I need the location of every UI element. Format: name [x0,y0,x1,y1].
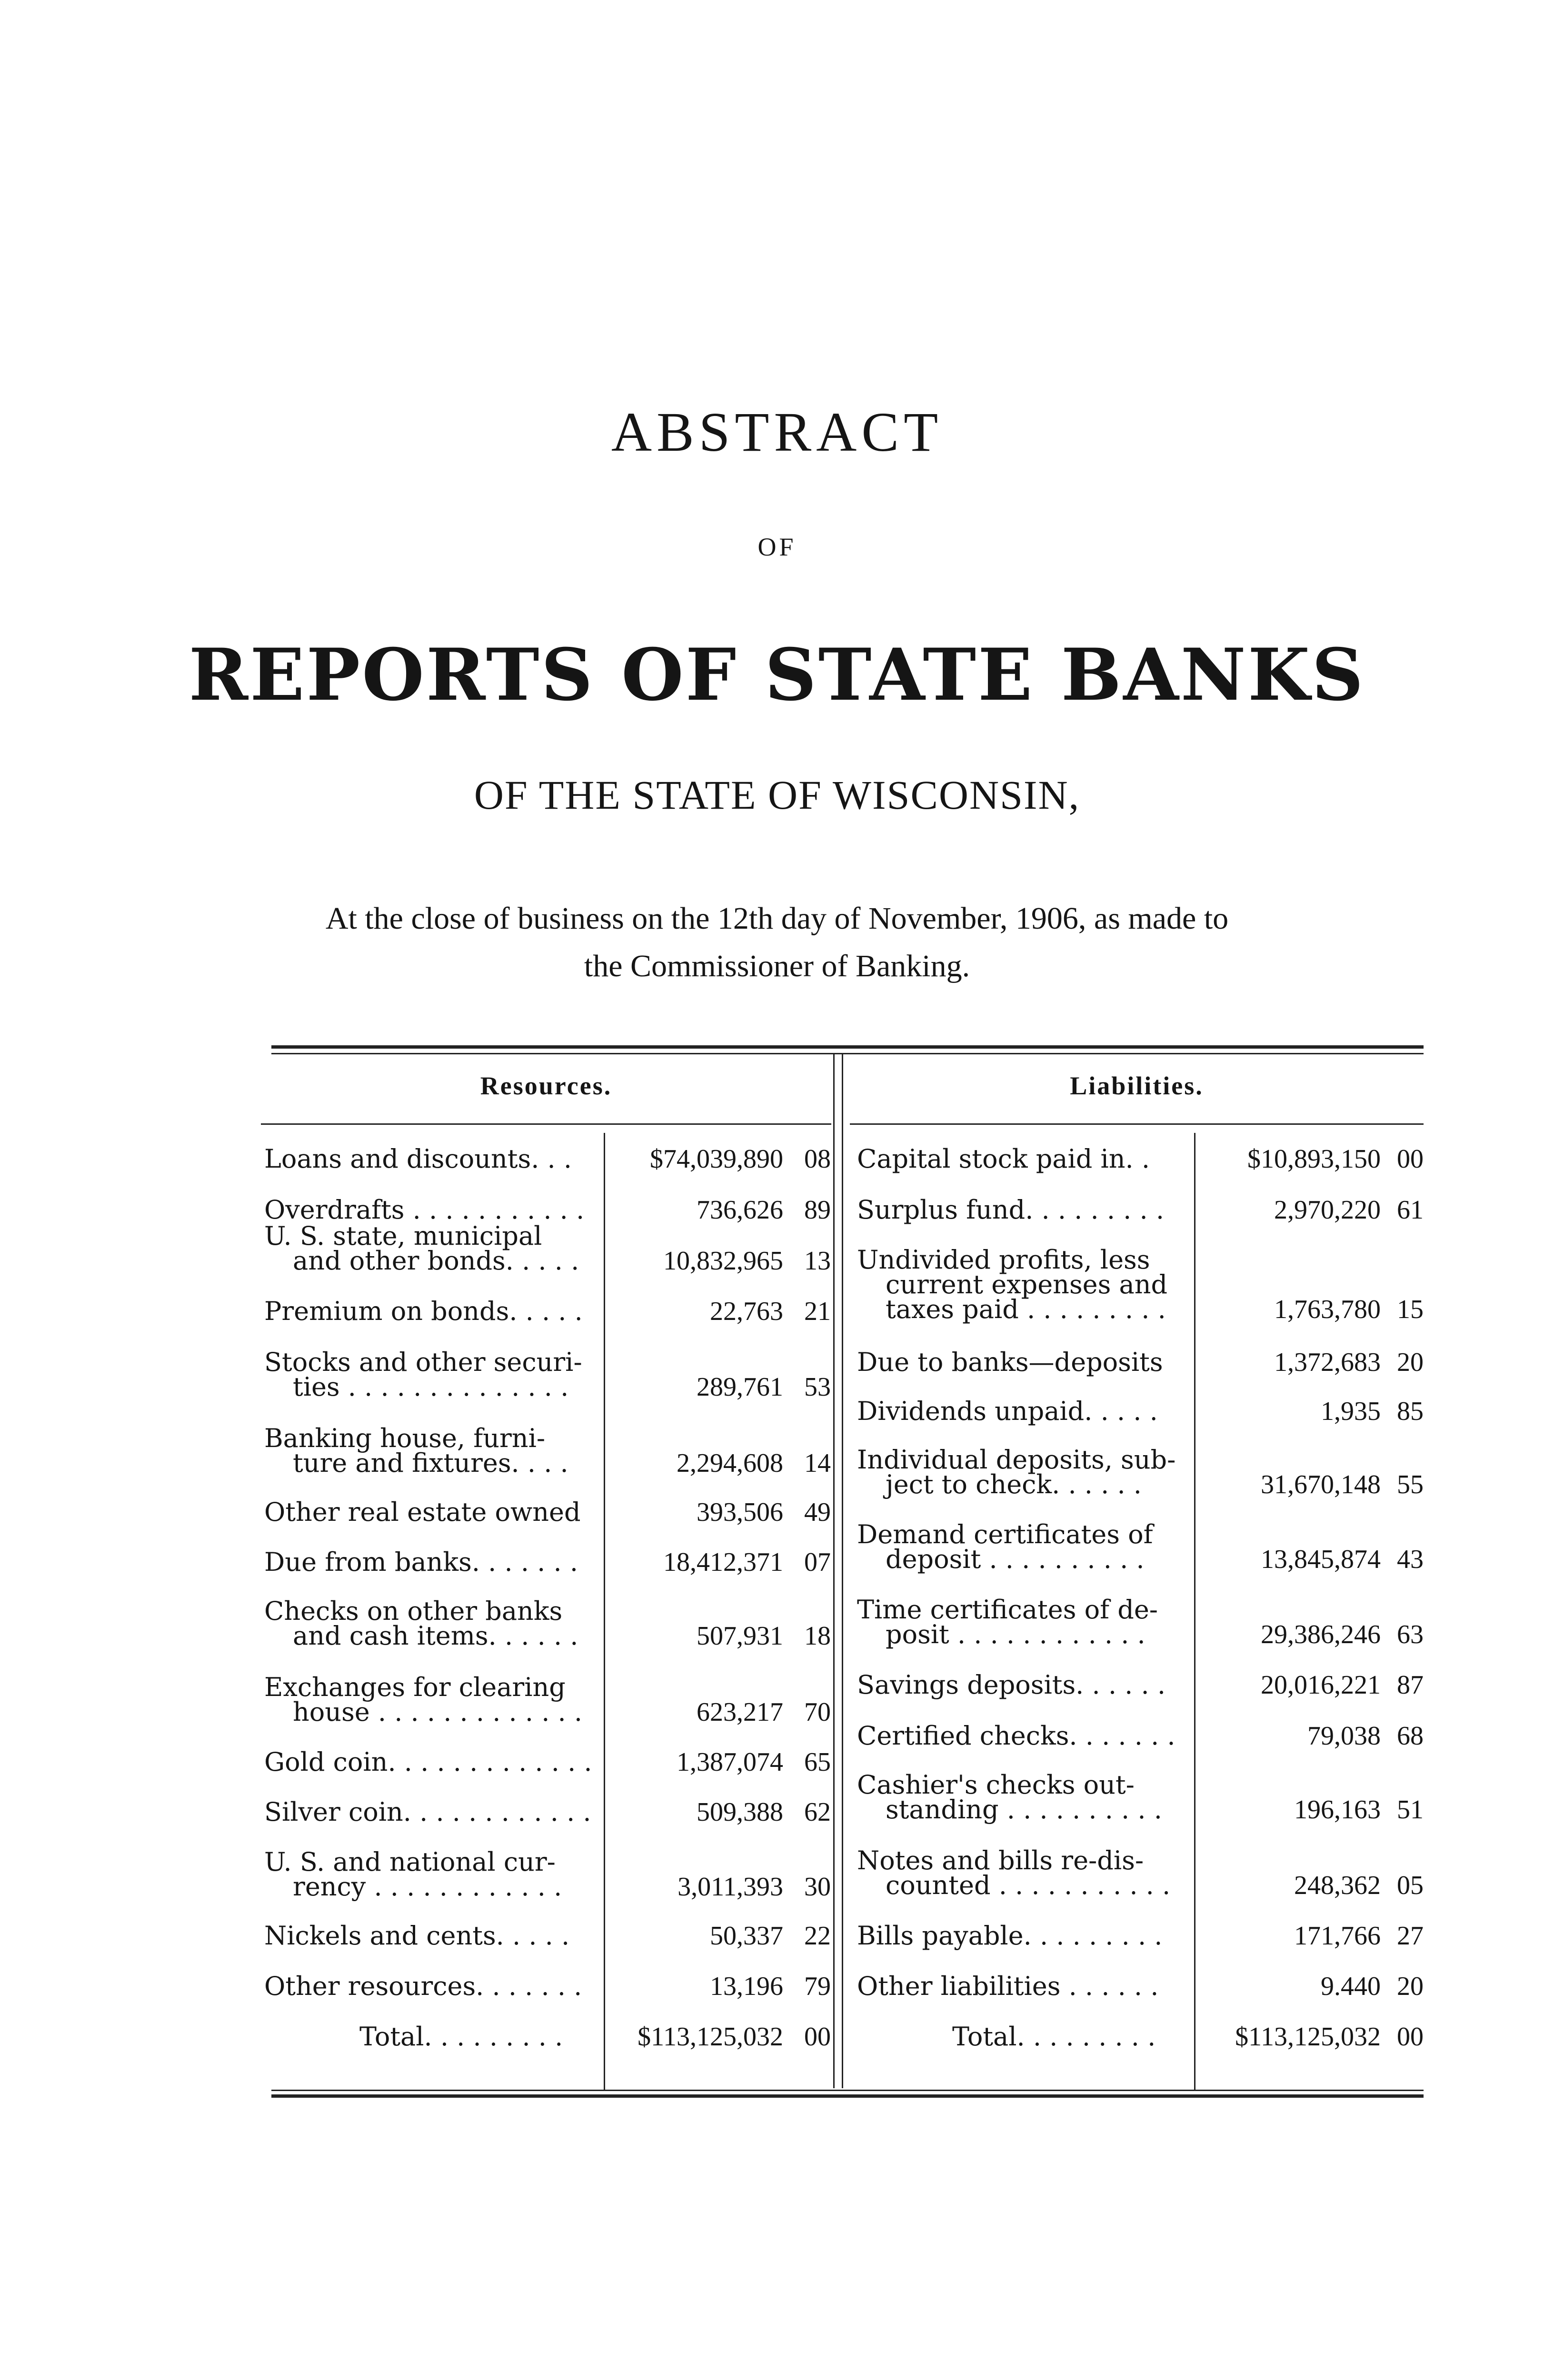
table-row-label: Time certificates of de- [857,1595,1158,1625]
table-row-label: ture and fixtures. . . . [293,1448,568,1478]
table-row-label: Exchanges for clearing [264,1672,566,1702]
table-row-label: Demand certificates of [857,1519,1153,1549]
table-row-label: ties . . . . . . . . . . . . . . [293,1372,569,1402]
table-row-label: Loans and discounts. . . [264,1144,572,1174]
liabilities-value-divider [1194,1133,1195,2090]
table-row-label: Certified checks. . . . . . . [857,1721,1175,1751]
table-row-label: Premium on bonds. . . . . [264,1296,583,1326]
table-row-label: posit . . . . . . . . . . . . [886,1619,1146,1649]
resources-value-divider [604,1133,605,2090]
table-row-dollars: 171,766 [1294,1921,1381,1951]
total-dollars: $113,125,032 [1235,2022,1381,2052]
table-row-dollars: 2,294,608 [677,1448,783,1478]
table-row-dollars: 1,763,780 [1274,1295,1381,1324]
title-of: OF [757,533,797,561]
table-row-dollars: 50,337 [710,1921,783,1951]
table-row-label: and other bonds. . . . . [293,1246,579,1276]
table-row-label: current expenses and [886,1269,1168,1299]
table-row-label: Stocks and other securi- [264,1347,582,1377]
table-row-dollars: 13,845,874 [1261,1545,1381,1574]
table-row-label: Individual deposits, sub- [857,1445,1176,1475]
table-row-dollars: 10,832,965 [663,1246,783,1276]
table-row-dollars: 736,626 [697,1195,783,1225]
table-row-label: Due to banks—deposits [857,1347,1163,1377]
table-row-cents: 70 [804,1697,831,1727]
table-row-dollars: 1,387,074 [677,1747,783,1777]
top-rule-thin [271,1053,1424,1054]
table-row-label: Gold coin. . . . . . . . . . . . . [264,1747,592,1777]
table-row-cents: 55 [1397,1470,1424,1499]
table-row-label: and cash items. . . . . . [293,1621,578,1651]
table-row-cents: 65 [804,1747,831,1777]
table-row-label: Banking house, furni- [264,1423,546,1453]
total-dollars: $113,125,032 [638,2022,783,2052]
table-row-label: standing . . . . . . . . . . [886,1795,1162,1825]
table-row-label: Undivided profits, less [857,1245,1150,1275]
table-row-label: Overdrafts . . . . . . . . . . . [264,1195,585,1225]
table-row-label: rency . . . . . . . . . . . . [293,1872,562,1902]
table-row-label: Surplus fund. . . . . . . . . [857,1195,1164,1225]
table-row-dollars: 13,196 [710,1972,783,2001]
center-divider-b [842,1053,843,2088]
table-row-label: Other resources. . . . . . . [264,1971,582,2001]
table-row-label: taxes paid . . . . . . . . . [886,1294,1166,1324]
subtitle [0,895,1554,990]
resources-header: Resources. [480,1071,612,1100]
subtitle-line-1: At the close of business on the 12th day of November, 1906, as made to [325,901,1229,936]
table-row-cents: 51 [1397,1795,1424,1825]
state-line: OF THE STATE OF WISCONSIN, [474,772,1080,818]
table-row-cents: 08 [804,1144,831,1174]
table-row-cents: 68 [1397,1721,1424,1751]
header-rule-left [261,1123,831,1125]
table-row-cents: 13 [804,1246,831,1276]
table-row-label: Nickels and cents. . . . . [264,1921,570,1951]
table-row-label: Bills payable. . . . . . . . . [857,1921,1163,1951]
table-row-cents: 85 [1397,1397,1424,1426]
table-row-cents: 43 [1397,1545,1424,1574]
table-row-label: Other real estate owned [264,1497,581,1527]
table-row-dollars: 1,935 [1321,1397,1381,1426]
table-row-cents: 21 [804,1297,831,1326]
table-row-cents: 14 [804,1448,831,1478]
table-row-cents: 49 [804,1497,831,1527]
table-row-cents: 61 [1397,1195,1424,1225]
header-rule-right [850,1123,1424,1125]
table-row-label: counted . . . . . . . . . . . [886,1870,1171,1900]
document-title: ABSTRACT [611,401,943,463]
table-row-label: Dividends unpaid. . . . . [857,1396,1158,1426]
liabilities-header: Liabilities. [1070,1071,1204,1100]
table-row-dollars: $10,893,150 [1247,1144,1381,1174]
table-row-dollars: 2,970,220 [1274,1195,1381,1225]
table-row-cents: 20 [1397,1972,1424,2001]
table-row-label: deposit . . . . . . . . . . [886,1544,1145,1574]
table-row-label: house . . . . . . . . . . . . . [293,1697,583,1727]
table-row-dollars: 289,761 [697,1372,783,1402]
table-row-dollars: 22,763 [710,1297,783,1326]
table-row-dollars: 20,016,221 [1261,1670,1381,1700]
table-row-cents: 27 [1397,1921,1424,1951]
table-row-dollars: 507,931 [697,1621,783,1651]
total-cents: 00 [804,2022,831,2052]
table-row-dollars: 18,412,371 [663,1547,783,1577]
table-row-cents: 63 [1397,1620,1424,1649]
table-row-cents: 79 [804,1972,831,2001]
top-rule [271,1045,1424,1049]
table-row-dollars: 3,011,393 [677,1872,783,1902]
table-row-cents: 00 [1397,1144,1424,1174]
table-row-dollars: 196,163 [1294,1795,1381,1825]
total-label: Total. . . . . . . . . [952,2022,1156,2052]
subtitle-line-2: the Commissioner of Banking. [584,949,970,983]
table-row-cents: 30 [804,1872,831,1902]
table-row-dollars: 29,386,246 [1261,1620,1381,1649]
table-row-label: U. S. and national cur- [264,1847,556,1877]
table-row-dollars: 509,388 [697,1797,783,1827]
bottom-rule [271,2094,1424,2098]
table-row-label: Savings deposits. . . . . . [857,1670,1166,1700]
table-row-label: Cashier's checks out- [857,1770,1135,1800]
table-row-cents: 89 [804,1195,831,1225]
table-row-cents: 15 [1397,1295,1424,1324]
table-row-label: Capital stock paid in. . [857,1144,1150,1174]
table-row-dollars: 31,670,148 [1261,1470,1381,1499]
table-row-cents: 53 [804,1372,831,1402]
table-row-dollars: 393,506 [697,1497,783,1527]
table-row-label: Notes and bills re-dis- [857,1845,1144,1875]
table-row-cents: 07 [804,1547,831,1577]
total-cents: 00 [1397,2022,1424,2052]
table-row-label: U. S. state, municipal [264,1221,542,1251]
table-row-label: Other liabilities . . . . . . [857,1971,1159,2001]
table-row-cents: 87 [1397,1670,1424,1700]
main-heading: REPORTS OF STATE BANKS [189,633,1365,717]
bottom-rule-thin [271,2090,1424,2091]
table-row-cents: 05 [1397,1871,1424,1900]
table-row-dollars: 248,362 [1294,1871,1381,1900]
table-row-cents: 62 [804,1797,831,1827]
table-row-label: Due from banks. . . . . . . [264,1547,578,1577]
table-row-dollars: 79,038 [1307,1721,1381,1751]
table-row-dollars: $74,039,890 [650,1144,783,1174]
table-row-dollars: 623,217 [697,1697,783,1727]
table-row-label: ject to check. . . . . . [886,1469,1142,1499]
center-divider-a [833,1053,835,2088]
table-row-cents: 18 [804,1621,831,1651]
table-row-dollars: 9.440 [1321,1972,1381,2001]
table-row-label: Checks on other banks [264,1596,563,1626]
table-row-dollars: 1,372,683 [1274,1348,1381,1377]
table-row-label: Silver coin. . . . . . . . . . . . [264,1797,591,1827]
total-label: Total. . . . . . . . . [359,2022,563,2052]
table-row-cents: 20 [1397,1348,1424,1377]
table-row-cents: 22 [804,1921,831,1951]
